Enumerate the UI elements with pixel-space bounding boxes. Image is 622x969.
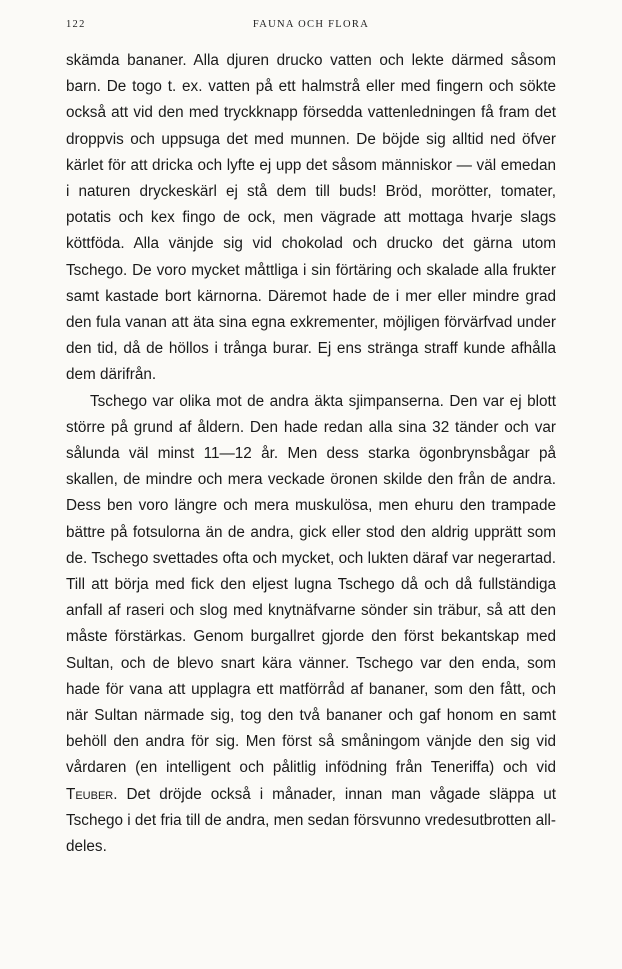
- person-name-teuber: Teuber: [66, 785, 114, 803]
- paragraph-2-text-end: . Det dröjde också i månader, innan man vågade släppa ut Tschego i det fria till de andra, men sedan försvunno vredesutbrotten alldeles.: [66, 785, 556, 856]
- running-header: [66, 19, 556, 35]
- paragraph-1: [66, 48, 556, 389]
- paragraph-1-text: skämda bananer. Alla djuren drucko vatten och lekte därmed såsom barn. De togo t. ex. vatten på ett halmstrå eller med fingern och sökte också att vid den med tryckknapp försedda vattenledningen få fram det droppvis och uppsuga det med munnen. De böjde sig alltid ned öfver kärlet för att dricka och lyfte ej upp det såsom människor — väl emedan i naturen dryckeskärl ej stå dem till buds! Bröd, morötter, tomater, potatis och kex fingo de ock, men vägrade att mottaga hvarje slags köttföda. Alla vänjde sig vid chokolad och drucko det gärna utom Tschego. De voro mycket måttliga i sin förtäring och skalade alla frukter samt kastade bort kärnorna. Däremot hade de i mer eller mindre grad den fula vanan att äta sina egna exkrementer, möjligen förvärfvad under den tid, då de höllos i trånga burar. Ej ens stränga straff kunde afhålla dem därifrån.: [66, 52, 556, 384]
- paragraph-2: [66, 389, 556, 861]
- body-text: [66, 48, 556, 860]
- page-number: 122: [66, 19, 86, 30]
- paragraph-2-text: Tschego var olika mot de andra äkta sjimpanserna. Den var ej blott större på grund af åldern. Den hade redan alla sina 32 tänder och var sålunda väl minst 11—12 år. Men dess starka ögonbrynsbågar på skallen, de mindre och mera veckade öronen skilde den från de andra. Dess ben voro längre och mera muskulösa, men ehuru den trampade bättre på fotsulorna än de andra, gick eller stod den aldrig upprätt som de. Tschego svettades ofta och mycket, och lukten däraf var negerartad. Till att börja med fick den eljest lugna Tschego då och då fullständiga anfall af raseri och slog med knytnäfvarne sönder sin träbur, så att den måste förstärkas. Genom burgallret gjorde den först bekantskap med Sultan, och de blevo snart kära vänner. Tschego var den enda, som hade för vana att upplagra ett matförråd af bananer, som den fått, och när Sultan närmade sig, tog den två bananer och gaf honom en samt behöll den andra för sig. Men först så småningom vänjde den sig vid vårdaren (en intelligent och pålitlig infödning från Teneriffa) och vid: [66, 392, 556, 777]
- running-title: FAUNA OCH FLORA: [252, 19, 370, 30]
